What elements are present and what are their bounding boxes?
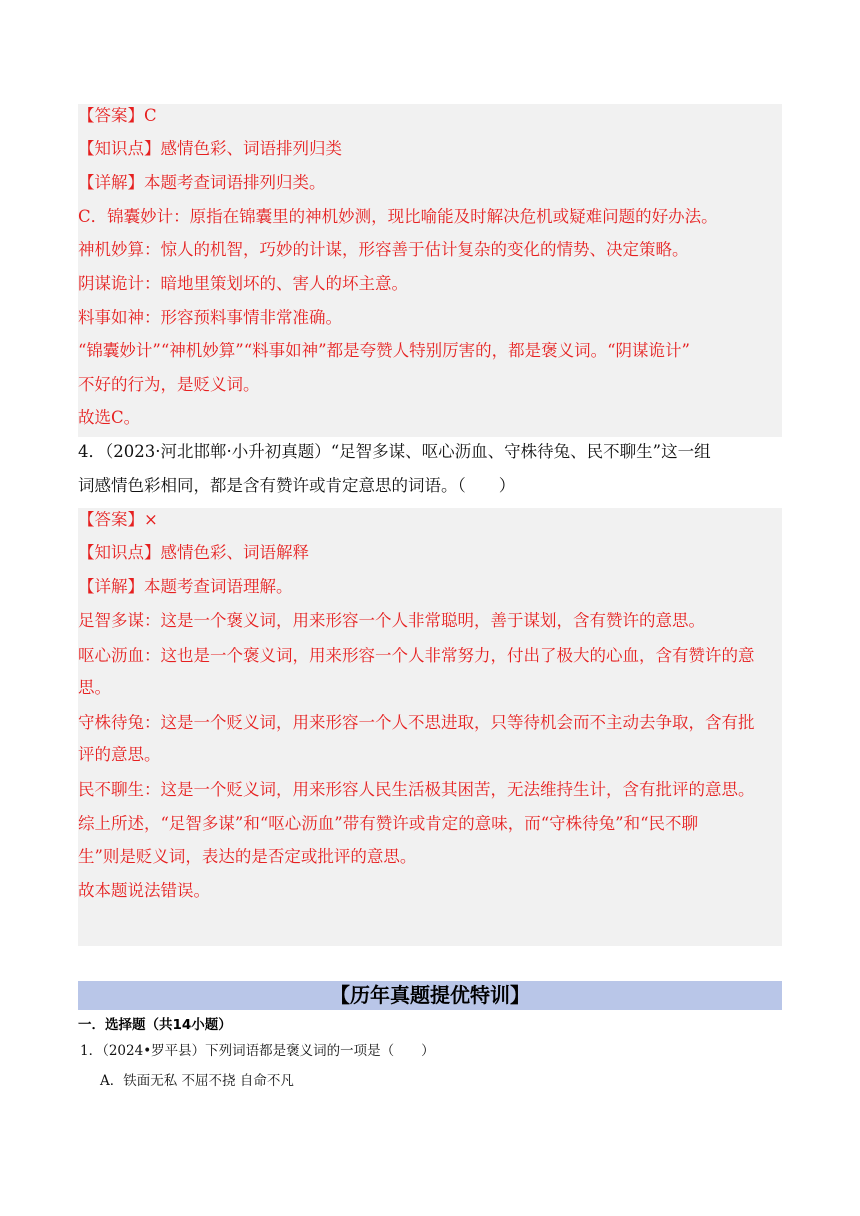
explanation-line: 评的意思。	[78, 745, 161, 764]
knowledge-label: 【知识点】感情色彩、词语解释	[78, 543, 309, 562]
explanation-line: C．锦囊妙计：原指在锦囊里的神机妙测，现比喻能及时解决危机或疑难问题的好办法。	[78, 207, 718, 226]
explanation-line: “锦囊妙计”“神机妙算”“料事如神”都是夸赞人特别厉害的，都是褒义词。“阴谋诡计”	[78, 341, 690, 360]
detail-label: 【详解】本题考查词语理解。	[78, 577, 293, 596]
explanation-line: 故选C。	[78, 408, 141, 427]
explanation-line: 综上所述，“足智多谋”和“呕心沥血”带有赞许或肯定的意味，而“守株待兔”和“民不聊	[78, 814, 699, 833]
explanation-line: 生”则是贬义词，表达的是否定或批评的意思。	[78, 847, 417, 866]
question-1-option-a: A．铁面无私 不屈不挠 自命不凡	[100, 1073, 294, 1089]
section-banner: 【历年真题提优特训】	[78, 981, 782, 1010]
question-4-line: 4．（2023·河北邯郸·小升初真题）“足智多谋、呕心沥血、守株待兔、民不聊生”这一组	[78, 442, 711, 461]
explanation-line: 料事如神：形容预料事情非常准确。	[78, 308, 342, 327]
section-heading: 一．选择题（共14小题）	[78, 1017, 232, 1033]
explanation-line: 呕心沥血：这也是一个褒义词，用来形容一个人非常努力，付出了极大的心血，含有赞许的意	[78, 646, 755, 665]
explanation-line: 故本题说法错误。	[78, 881, 210, 900]
explanation-line: 神机妙算：惊人的机智，巧妙的计谋，形容善于估计复杂的变化的情势、决定策略。	[78, 240, 689, 259]
explanation-line: 民不聊生：这是一个贬义词，用来形容人民生活极其困苦，无法维持生计，含有批评的意思。	[78, 780, 755, 799]
explanation-line: 守株待兔：这是一个贬义词，用来形容一个人不思进取，只等待机会而不主动去争取，含有批	[78, 713, 755, 732]
question-4-line: 词感情色彩相同，都是含有赞许或肯定意思的词语。（ ）	[78, 476, 516, 495]
answer-label: 【答案】×	[78, 510, 158, 529]
question-1-stem: 1．（2024•罗平县）下列词语都是褒义词的一项是（ ）	[80, 1043, 435, 1059]
explanation-line: 阴谋诡计：暗地里策划坏的、害人的坏主意。	[78, 274, 408, 293]
knowledge-label: 【知识点】感情色彩、词语排列归类	[78, 139, 342, 158]
explanation-line: 不好的行为，是贬义词。	[78, 375, 260, 394]
explanation-line: 思。	[78, 678, 111, 697]
explanation-line: 足智多谋：这是一个褒义词，用来形容一个人非常聪明，善于谋划，含有赞许的意思。	[78, 611, 705, 630]
answer-label: 【答案】C	[78, 106, 157, 125]
detail-label: 【详解】本题考查词语排列归类。	[78, 173, 326, 192]
